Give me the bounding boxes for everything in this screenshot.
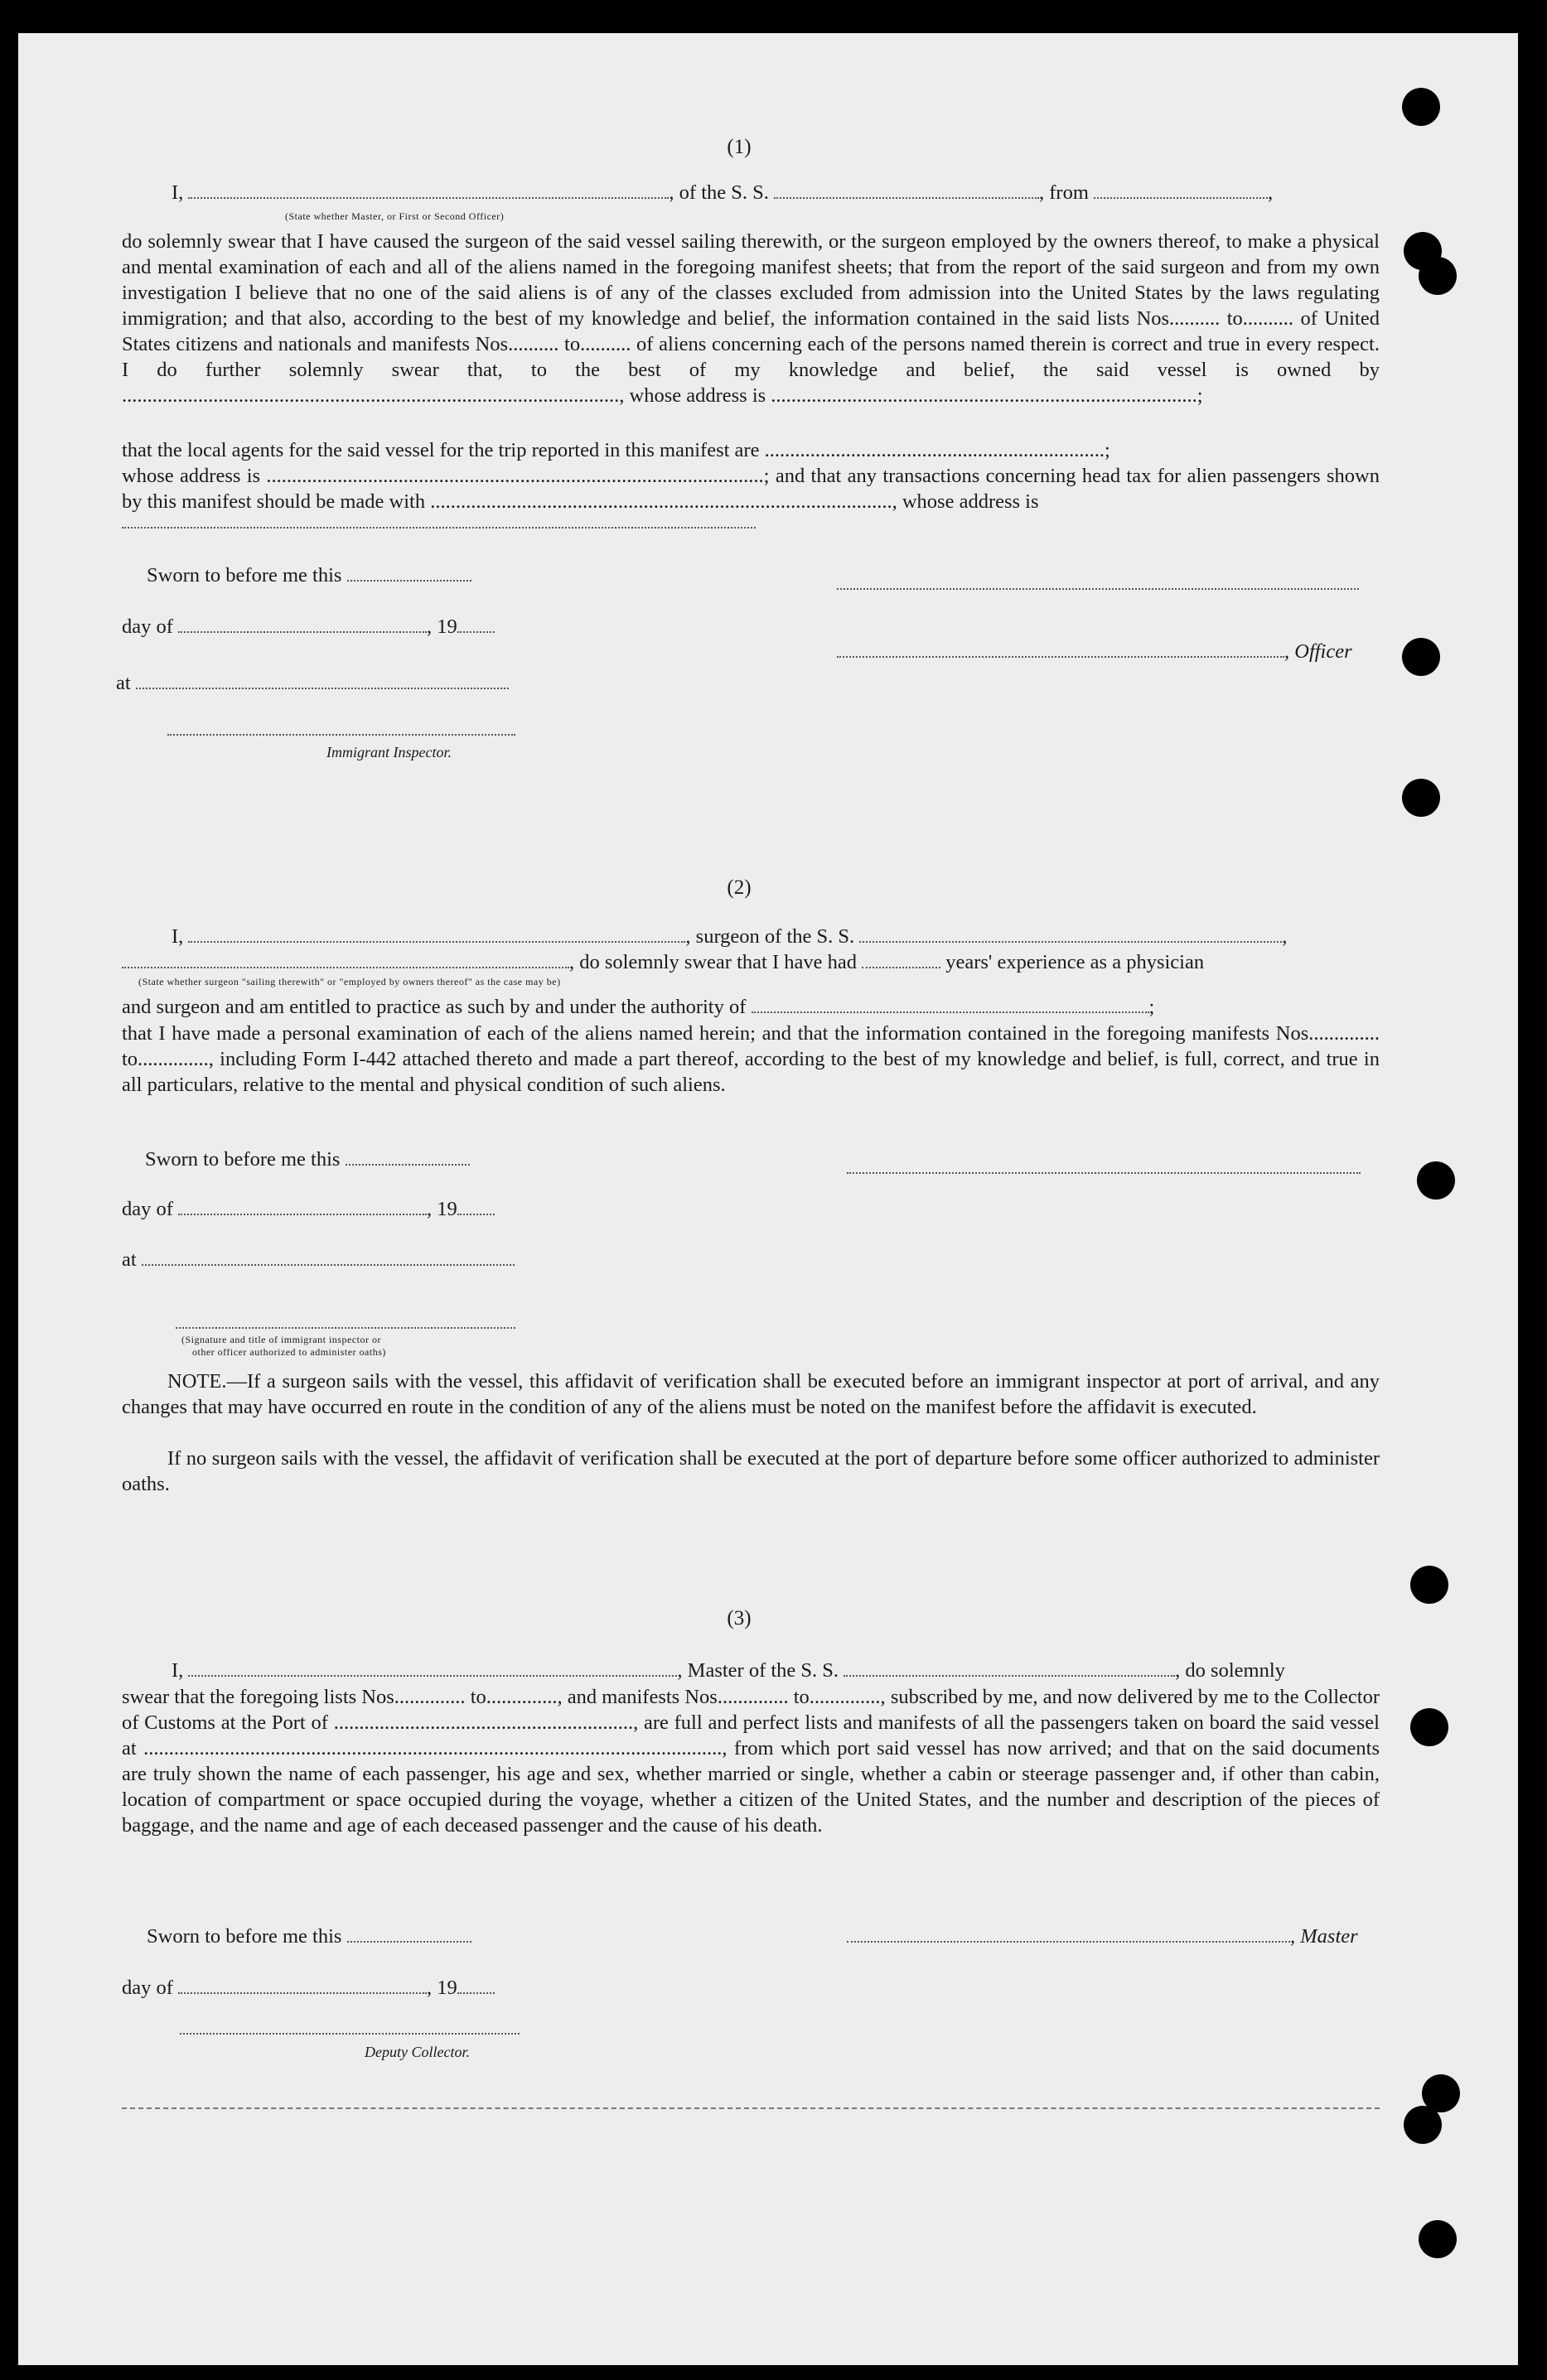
oath-body-address: whose address is ..................................................................................................; and that any transactions concerning head tax for alien passengers shown by this manifest should be made with ..........................................................................................., whose address is (122, 465, 1380, 513)
collector-caption: Deputy Collector. (365, 2044, 470, 2060)
punch-hole (1402, 779, 1440, 817)
signature-caption: other officer authorized to administer oaths) (192, 1346, 386, 1358)
note-paragraph: If no surgeon sails with the vessel, the affidavit of verification shall be executed at the port of departure before some officer authorized to administer oaths. (122, 1447, 1380, 1495)
punch-hole (1404, 2106, 1442, 2144)
punch-hole (1419, 257, 1457, 295)
day-line: day of , 19 (122, 615, 495, 640)
sworn-line: Sworn to before me this (147, 1924, 471, 1949)
section-number: (1) (727, 136, 752, 158)
experience-line: , do solemnly swear that I have had years' experience as a physician (122, 950, 1204, 975)
field-caption: (State whether Master, or First or Second Officer) (285, 210, 505, 222)
day-line: day of , 19 (122, 1976, 495, 2001)
section-number: (2) (727, 876, 752, 899)
sworn-line: Sworn to before me this (145, 1147, 470, 1172)
punch-hole (1410, 1708, 1448, 1746)
punch-hole (1410, 1566, 1448, 1604)
field-caption: (State whether surgeon "sailing therewith" or "employed by owners thereof" as the case may be) (138, 976, 561, 987)
manifest-page (18, 33, 1518, 2365)
officer-line: , Officer (837, 640, 1352, 664)
sworn-line: Sworn to before me this (147, 563, 471, 588)
at-line: at (122, 1248, 515, 1272)
bottom-rule (122, 2106, 1380, 2109)
lists-body: swear that the foregoing lists Nos.............. to.............., and manifests Nos.............. to.............., subscribed by me, and now delivered by me to the Collector of Customs at the Port of ..........................................................., are full and perfect lists and manifests of all the passengers taken on board the said vessel at .................................................................................................................., from which port said vessel has now arrived; and that on the said documents are truly shown the name of each passenger, his age and sex, whether married or single, whether a cabin or steerage passenger and, if other than cabin, location of compartment or space occupied during the voyage, whether a citizen of the United States, and the number and description of the pieces of baggage, and the name and age of each deceased passenger and the cause of his death. (122, 1686, 1380, 1837)
examination-body: that I have made a personal examination of each of the aliens named herein; and that the information contained in the foregoing manifests Nos.............. to.............., including Form I-442 attached thereto and made a part thereof, according to the best of my knowledge and belief, is full, correct, and true in all particulars, relative to the mental and physical condition of such aliens. (122, 1022, 1380, 1096)
surgeon-line: I, , surgeon of the S. S. , (172, 925, 1288, 948)
punch-hole (1419, 2220, 1457, 2258)
signature-caption: (Signature and title of immigrant inspector or (181, 1334, 381, 1345)
punch-hole (1402, 638, 1440, 676)
oath-body-agents: that the local agents for the said vessel for the trip reported in this manifest are ...................................................................; (122, 439, 1110, 461)
inspector-caption: Immigrant Inspector. (326, 744, 452, 760)
at-line: at (116, 671, 509, 696)
note-paragraph: NOTE.—If a surgeon sails with the vessel, this affidavit of verification shall be executed before an immigrant inspector at port of arrival, and any changes that may have occurred en route in the condition of any of the aliens must be noted on the manifest before the affidavit is executed. (122, 1370, 1380, 1418)
master-sign-line: , Master (847, 1924, 1358, 1949)
oath-line: I, , of the S. S. , from , (172, 181, 1274, 204)
master-line: I, , Master of the S. S. , do solemnly (172, 1659, 1285, 1682)
punch-hole (1417, 1161, 1455, 1200)
authority-line: and surgeon and am entitled to practice as such by and under the authority of ; (122, 996, 1155, 1018)
oath-body: do solemnly swear that I have caused the surgeon of the said vessel sailing therewith, or the surgeon employed by the owners thereof, to make a physical and mental examination of each and all of the aliens named in the foregoing manifest sheets; that from the report of the said surgeon and from my own investigation I believe that no one of the said aliens is of any of the classes excluded from admission into the United States by the laws regulating immigration; and that also, according to the best of my knowledge and belief, the information contained in the said lists Nos.......... to.......... of United States citizens and nationals and manifests Nos.......... to.......... of aliens concerning each of the persons named therein is correct and true in every respect. I do further solemnly swear that, to the best of my knowledge and belief, the said vessel is owned by .................................................................................................., whose address is ....................................................................................; (122, 230, 1380, 407)
day-line: day of , 19 (122, 1197, 495, 1222)
punch-hole (1402, 88, 1440, 126)
section-number: (3) (727, 1607, 752, 1629)
